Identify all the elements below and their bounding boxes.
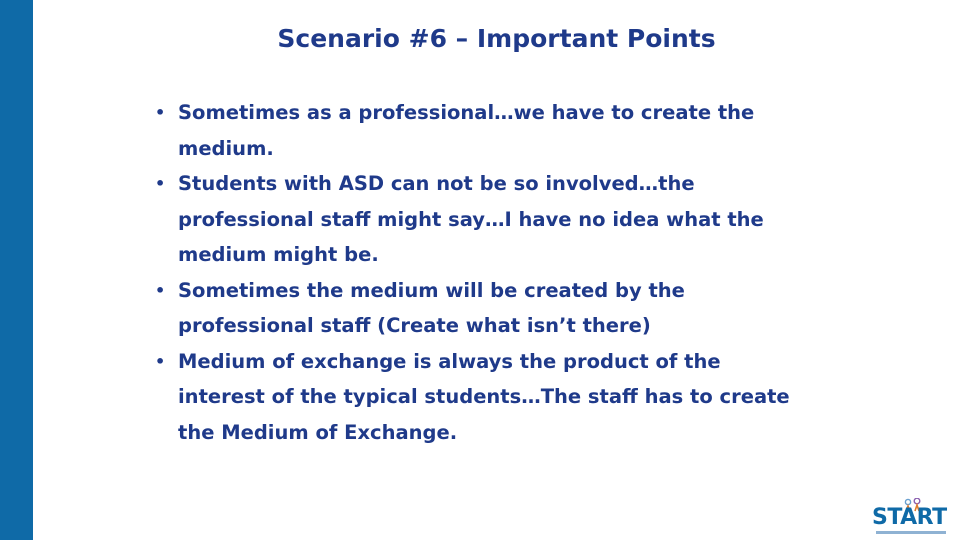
bullet-item [152, 95, 812, 166]
bullet-list [152, 95, 812, 450]
bullet-text: Sometimes the medium will be created by the professional staff (Create what isn’t there) [178, 278, 685, 337]
bullet-marker: • [155, 103, 166, 122]
bullet-item [152, 344, 812, 451]
bullet-marker: • [155, 280, 166, 300]
bullet-item [152, 166, 812, 273]
bullet-text: Students with ASD can not be so involved…the professional staff might say…I have no idea what the medium might be. [178, 172, 764, 266]
bullet-item [152, 273, 812, 344]
slide-title: Scenario #6 – Important Points [277, 24, 716, 53]
bullet-text: Medium of exchange is always the product of the interest of the typical students…The staff has to create the Medium of Exchange. [178, 349, 790, 444]
logo-tagline-line [876, 531, 946, 534]
bullet-marker: • [155, 351, 166, 371]
bullet-text: Sometimes as a professional…we have to create the medium. [178, 101, 755, 160]
bullet-marker: • [155, 174, 166, 193]
start-logo-text: START [872, 505, 947, 530]
left-accent-bar [0, 0, 33, 540]
start-logo [868, 498, 950, 538]
